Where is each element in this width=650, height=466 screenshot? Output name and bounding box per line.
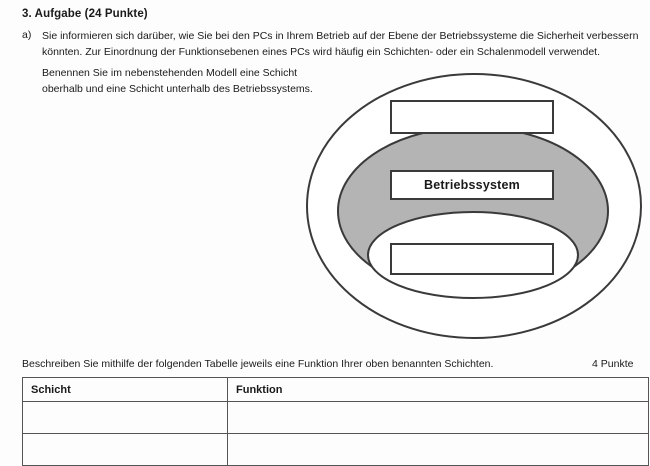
points-badge: 4 Punkte — [592, 358, 634, 370]
shell-model-diagram — [300, 64, 648, 348]
operating-system-box: Betriebssystem — [390, 170, 554, 200]
item-a-question-text: Sie informieren sich darüber, wie Sie bei den PCs in Ihrem Betrieb auf der Ebene der Betriebssysteme die Sicherheit verbessern könnten. Zur Einordnung der Funktionsebenen eines PCs wird häufig ein Schichten- oder ein Schalenmodell verwendet. — [42, 30, 639, 58]
table-header-row — [23, 378, 649, 402]
item-a-sub-instruction: Benennen Sie im nebenstehenden Modell eine Schicht oberhalb und eine Schicht unterhalb des Betriebssystems. — [42, 67, 313, 95]
table-instruction-text: Beschreiben Sie mithilfe der folgenden Tabelle jeweils eine Funktion Ihrer oben benannten Schichten. — [22, 358, 494, 370]
column-header-funktion: Funktion — [228, 378, 649, 402]
inner-layer-answer-box[interactable] — [390, 243, 554, 275]
cell-funktion-2[interactable] — [228, 434, 649, 466]
outer-layer-answer-box[interactable] — [390, 100, 554, 134]
page-title: 3. Aufgabe (24 Punkte) — [22, 8, 148, 20]
column-header-schicht: Schicht — [23, 378, 228, 402]
table-row — [23, 402, 649, 434]
cell-funktion-1[interactable] — [228, 402, 649, 434]
cell-schicht-2[interactable] — [23, 434, 228, 466]
answer-table — [22, 377, 649, 466]
cell-schicht-1[interactable] — [23, 402, 228, 434]
item-marker-a: a) — [22, 29, 32, 41]
table-row — [23, 434, 649, 466]
